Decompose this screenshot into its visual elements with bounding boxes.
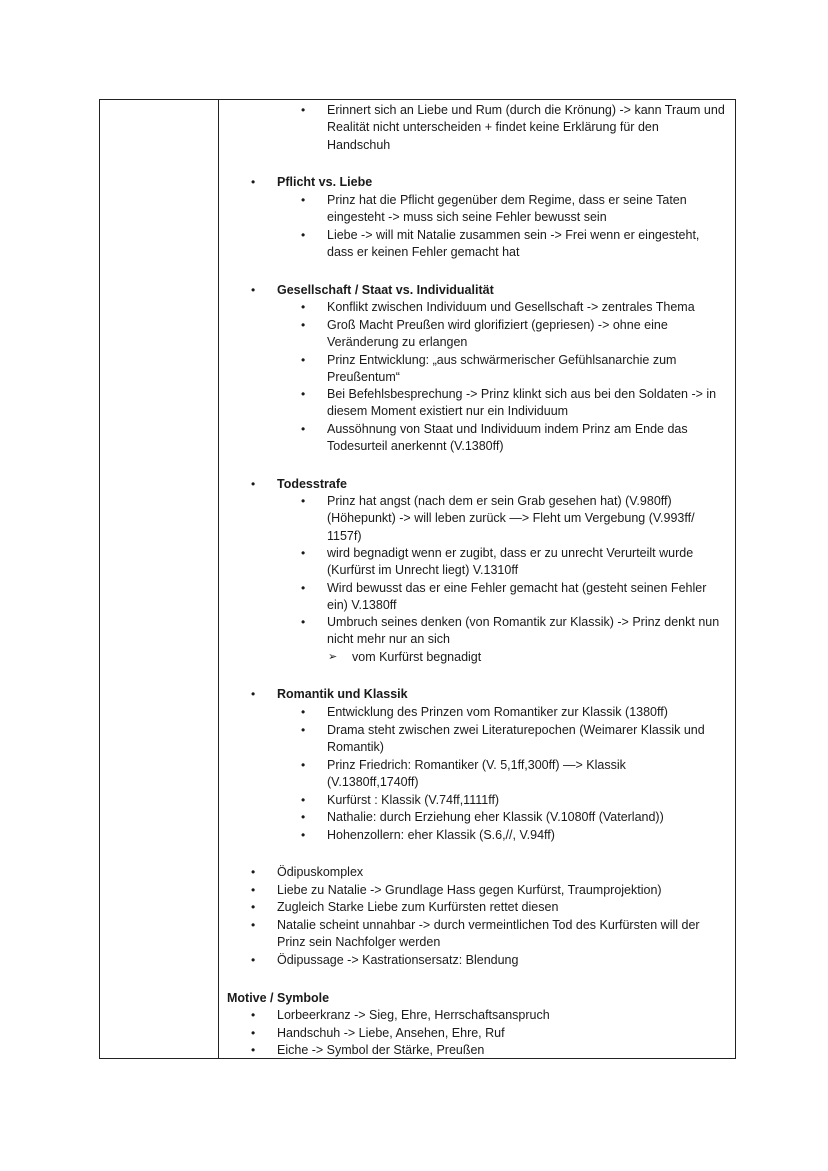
bullet-icon: • bbox=[251, 687, 256, 701]
motive-item-line: Lorbeerkranz -> Sieg, Ehre, Herrschaftsanspruch bbox=[277, 1008, 550, 1022]
oedipus-item-line: Prinz sein Nachfolger werden bbox=[277, 935, 441, 950]
oedipus-item-line: Ödipuskomplex bbox=[277, 865, 364, 879]
bullet-icon: • bbox=[301, 193, 306, 207]
arrow-bullet-icon: ➢ bbox=[328, 651, 338, 663]
intro-item-line: Realität nicht unterscheiden + findet keine Erklärung für den bbox=[327, 120, 659, 135]
bullet-icon: • bbox=[251, 883, 256, 897]
bullet-icon: • bbox=[251, 1043, 256, 1057]
romantik-item-line: Entwicklung des Prinzen vom Romantiker zur Klassik (1380ff) bbox=[327, 705, 668, 719]
romantik-item-line: Drama steht zwischen zwei Literaturepochen (Weimarer Klassik und bbox=[327, 723, 705, 737]
todesstrafe-item-line: Umbruch seines denken (von Romantik zur Klassik) -> Prinz denkt nun bbox=[327, 615, 720, 629]
todesstrafe-item-line: wird begnadigt wenn er zugibt, dass er zu unrecht Verurteilt wurde bbox=[327, 546, 694, 560]
gesellschaft-item-line: Prinz Entwicklung: „aus schwärmerischer Gefühlsanarchie zum bbox=[327, 353, 677, 367]
bullet-icon: • bbox=[301, 228, 306, 242]
bullet-icon: • bbox=[301, 581, 306, 595]
romantik-item-line: Kurfürst : Klassik (V.74ff,1111ff) bbox=[327, 793, 500, 807]
oedipus-item-line: Natalie scheint unnahbar -> durch vermeintlichen Tod des Kurfürsten will der bbox=[277, 918, 700, 932]
intro-item-line: Erinnert sich an Liebe und Rum (durch die Krönung) -> kann Traum und bbox=[327, 103, 725, 117]
bullet-icon: • bbox=[301, 387, 306, 401]
gesellschaft-item-line: Preußentum“ bbox=[327, 370, 400, 385]
todesstrafe-item-line: Wird bewusst das er eine Fehler gemacht hat (gesteht seinen Fehler bbox=[327, 581, 707, 595]
bullet-icon: • bbox=[251, 175, 256, 189]
todesstrafe-item-line: nicht mehr nur an sich bbox=[327, 632, 450, 647]
bullet-icon: • bbox=[251, 918, 256, 932]
gesellschaft-item-line: Bei Befehlsbesprechung -> Prinz klinkt sich aus bei den Soldaten -> in bbox=[327, 387, 717, 401]
bullet-icon: • bbox=[301, 318, 306, 332]
bullet-icon: • bbox=[251, 283, 256, 297]
bullet-icon: • bbox=[301, 810, 306, 824]
todesstrafe-item-line: ein) V.1380ff bbox=[327, 598, 397, 613]
todesstrafe-item-line: 1157f) bbox=[327, 528, 362, 543]
heading-pflicht: Pflicht vs. Liebe bbox=[277, 175, 373, 189]
bullet-icon: • bbox=[301, 705, 306, 719]
bullet-icon: • bbox=[301, 828, 306, 842]
romantik-item-line: Hohenzollern: eher Klassik (S.6,//, V.94ff) bbox=[327, 828, 555, 842]
bullet-icon: • bbox=[301, 723, 306, 737]
heading-motive: Motive / Symbole bbox=[227, 991, 330, 1005]
bullet-icon: • bbox=[251, 900, 256, 914]
bullet-icon: • bbox=[301, 422, 306, 436]
todesstrafe-item-line: Prinz hat angst (nach dem er sein Grab gesehen hat) (V.980ff) bbox=[327, 494, 672, 508]
bullet-icon: • bbox=[301, 546, 306, 560]
bullet-icon: • bbox=[301, 615, 306, 629]
romantik-item-line: Romantik) bbox=[327, 740, 384, 755]
motive-item-line: Eiche -> Symbol der Stärke, Preußen bbox=[277, 1043, 485, 1057]
gesellschaft-item-line: Konflikt zwischen Individuum und Gesellschaft -> zentrales Thema bbox=[327, 300, 695, 314]
pflicht-item-line: dass er keinen Fehler gemacht hat bbox=[327, 245, 520, 260]
gesellschaft-item-line: diesem Moment existiert nur ein Individuum bbox=[327, 404, 569, 419]
gesellschaft-item-line: Todesurteil anerkennt (V.1380ff) bbox=[327, 439, 504, 454]
bullet-icon: • bbox=[251, 477, 256, 491]
heading-todesstrafe: Todesstrafe bbox=[277, 477, 347, 491]
pflicht-item-line: Prinz hat die Pflicht gegenüber dem Regime, dass er seine Taten bbox=[327, 193, 687, 207]
motive-item-line: Handschuh -> Liebe, Ansehen, Ehre, Ruf bbox=[277, 1026, 505, 1040]
pflicht-item-line: Liebe -> will mit Natalie zusammen sein -> Frei wenn er eingesteht, bbox=[327, 228, 700, 242]
gesellschaft-item-line: Aussöhnung von Staat und Individuum indem Prinz am Ende das bbox=[327, 422, 688, 436]
bullet-icon: • bbox=[301, 758, 306, 772]
notes-table bbox=[99, 99, 736, 1059]
bullet-icon: • bbox=[251, 1026, 256, 1040]
bullet-icon: • bbox=[251, 953, 256, 967]
intro-item-line: Handschuh bbox=[327, 137, 391, 152]
romantik-item-line: Prinz Friedrich: Romantiker (V. 5,1ff,300ff) —> Klassik bbox=[327, 758, 626, 772]
todesstrafe-item-line: (Höhepunkt) -> will leben zurück —> Fleht um Vergebung (V.993ff/ bbox=[327, 511, 695, 526]
heading-gesellschaft: Gesellschaft / Staat vs. Individualität bbox=[277, 283, 494, 297]
bullet-icon: • bbox=[301, 353, 306, 367]
todesstrafe-item-line: (Kurfürst im Unrecht liegt) V.1310ff bbox=[327, 563, 519, 578]
oedipus-item-line: Ödipussage -> Kastrationsersatz: Blendung bbox=[277, 953, 519, 967]
bullet-icon: • bbox=[251, 1008, 256, 1022]
bullet-icon: • bbox=[301, 300, 306, 314]
pflicht-item-line: eingesteht -> muss sich seine Fehler bewusst sein bbox=[327, 210, 607, 225]
oedipus-item-line: Zugleich Starke Liebe zum Kurfürsten rettet diesen bbox=[277, 900, 559, 914]
table-right-column bbox=[219, 100, 735, 1058]
table-left-column bbox=[100, 100, 219, 1058]
bullet-icon: • bbox=[301, 494, 306, 508]
gesellschaft-item-line: Veränderung zu erlangen bbox=[327, 335, 468, 350]
oedipus-item-line: Liebe zu Natalie -> Grundlage Hass gegen Kurfürst, Traumprojektion) bbox=[277, 883, 662, 897]
bullet-icon: • bbox=[301, 793, 306, 807]
romantik-item-line: (V.1380ff,1740ff) bbox=[327, 775, 419, 790]
todesstrafe-subitem: vom Kurfürst begnadigt bbox=[352, 650, 482, 664]
gesellschaft-item-line: Groß Macht Preußen wird glorifiziert (gepriesen) -> ohne eine bbox=[327, 318, 668, 332]
romantik-item-line: Nathalie: durch Erziehung eher Klassik (V.1080ff (Vaterland)) bbox=[327, 810, 664, 824]
bullet-icon: • bbox=[301, 103, 306, 117]
bullet-icon: • bbox=[251, 865, 256, 879]
heading-romantik: Romantik und Klassik bbox=[277, 687, 408, 701]
